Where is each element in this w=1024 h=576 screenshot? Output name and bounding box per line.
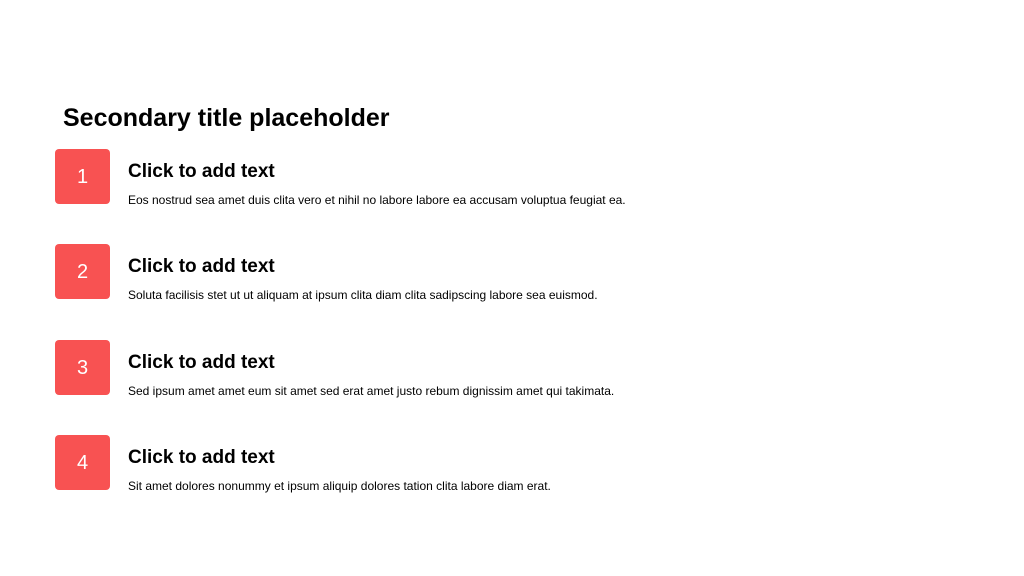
- number-badge: 4: [55, 435, 110, 490]
- list-item: [55, 244, 955, 300]
- number-badge: 3: [55, 340, 110, 395]
- number-badge: 2: [55, 244, 110, 299]
- item-body[interactable]: Sit amet dolores nonummy et ipsum aliquip dolores tation clita labore diam erat.: [128, 479, 551, 493]
- item-body[interactable]: Sed ipsum amet amet eum sit amet sed erat amet justo rebum dignissim amet qui takimata.: [128, 384, 615, 398]
- item-heading[interactable]: Click to add text: [128, 447, 275, 468]
- slide-title[interactable]: Secondary title placeholder: [63, 104, 390, 132]
- item-heading[interactable]: Click to add text: [128, 256, 275, 277]
- item-heading[interactable]: Click to add text: [128, 161, 275, 182]
- list-item: [55, 149, 955, 205]
- list-item: [55, 435, 955, 491]
- item-body[interactable]: Eos nostrud sea amet duis clita vero et nihil no labore labore ea accusam voluptua feugiat ea.: [128, 193, 626, 207]
- item-heading[interactable]: Click to add text: [128, 352, 275, 373]
- list-item: [55, 340, 955, 396]
- number-badge: 1: [55, 149, 110, 204]
- item-body[interactable]: Soluta facilisis stet ut ut aliquam at ipsum clita diam clita sadipscing labore sea euismod.: [128, 288, 598, 302]
